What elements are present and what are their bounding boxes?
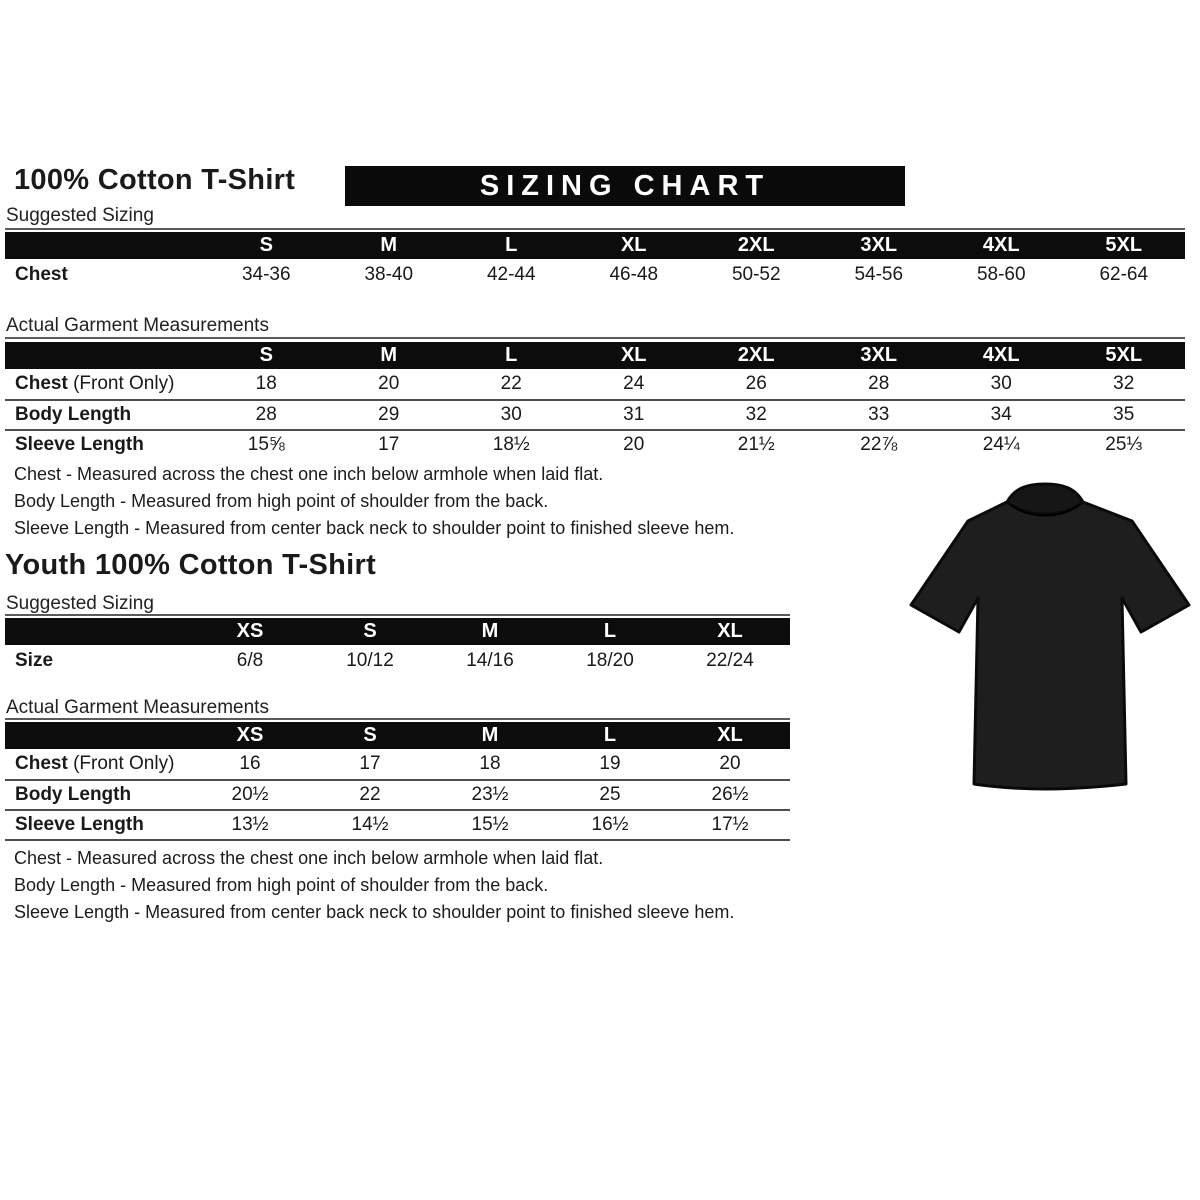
value-cell: 18 — [255, 373, 277, 394]
value-cell: 26 — [745, 373, 767, 394]
row-label: Chest (Front Only) — [15, 373, 175, 394]
value-cell: 16 — [239, 753, 261, 774]
value-cell: 50-52 — [731, 264, 781, 285]
value-cell: 22⅞ — [860, 434, 898, 455]
adult-suggested-sizing-table — [5, 232, 1185, 291]
youth-actual-measurements-label: Actual Garment Measurements — [6, 697, 269, 718]
value-cell: 34-36 — [241, 264, 291, 285]
table-row — [5, 399, 1185, 429]
column-header: S — [259, 234, 273, 256]
column-header: 3XL — [860, 344, 898, 366]
column-header: 4XL — [982, 344, 1020, 366]
row-label: Size — [15, 650, 54, 671]
column-header: L — [603, 620, 617, 642]
column-header: S — [363, 724, 377, 746]
value-cell: 20 — [623, 434, 645, 455]
divider-line — [5, 614, 790, 616]
column-header: L — [505, 234, 518, 256]
adult-actual-measurements-label: Actual Garment Measurements — [6, 315, 269, 336]
table-header-band — [5, 232, 1185, 259]
value-cell: 28 — [255, 404, 277, 425]
value-cell: 31 — [623, 404, 645, 425]
tshirt-image — [895, 478, 1195, 808]
value-cell: 35 — [1113, 404, 1135, 425]
value-cell: 18 — [479, 753, 501, 774]
value-cell: 30 — [990, 373, 1012, 394]
divider-line — [5, 337, 1185, 339]
value-cell: 10/12 — [346, 650, 394, 671]
value-cell: 17 — [378, 434, 400, 455]
value-cell: 17 — [359, 753, 381, 774]
value-cell: 24 — [623, 373, 645, 394]
value-cell: 19 — [599, 753, 621, 774]
table-row — [5, 809, 790, 839]
column-header: S — [259, 344, 273, 366]
note-chest: Chest - Measured across the chest one inch below armhole when laid flat. — [14, 848, 604, 868]
table-row — [5, 645, 790, 677]
column-header: 4XL — [982, 234, 1020, 256]
value-cell: 17½ — [711, 814, 749, 835]
column-header: XS — [236, 620, 264, 642]
value-cell: 30 — [500, 404, 522, 425]
adult-suggested-sizing-label: Suggested Sizing — [6, 205, 154, 226]
column-header: XL — [620, 234, 647, 256]
value-cell: 16½ — [591, 814, 629, 835]
table-header-band — [5, 618, 790, 645]
divider-line — [5, 228, 1185, 230]
value-cell: 42-44 — [486, 264, 536, 285]
value-cell: 22 — [500, 373, 522, 394]
value-cell: 33 — [868, 404, 890, 425]
value-cell: 62-64 — [1099, 264, 1149, 285]
value-cell: 13½ — [231, 814, 269, 835]
column-header: M — [481, 724, 499, 746]
row-label: Body Length — [15, 784, 132, 805]
table-row — [5, 259, 1185, 291]
value-cell: 25⅓ — [1105, 434, 1143, 455]
column-header: XL — [717, 724, 743, 746]
adult-title: 100% Cotton T-Shirt — [14, 164, 296, 196]
sizing-chart-banner: SIZING CHART — [345, 166, 905, 206]
row-label: Body Length — [15, 404, 132, 425]
note-sleeve-length: Sleeve Length - Measured from center back neck to shoulder point to finished sleeve hem. — [14, 902, 735, 922]
value-cell: 21½ — [737, 434, 775, 455]
value-cell: 14/16 — [466, 650, 514, 671]
value-cell: 15⅝ — [247, 434, 285, 455]
table-row — [5, 429, 1185, 459]
column-header: M — [380, 344, 398, 366]
value-cell: 32 — [1113, 373, 1135, 394]
value-cell: 28 — [868, 373, 890, 394]
column-header: 5XL — [1105, 344, 1143, 366]
value-cell: 22 — [359, 784, 381, 805]
adult-measurement-notes — [14, 461, 734, 542]
column-header: XL — [620, 344, 647, 366]
column-header: XL — [717, 620, 743, 642]
table-row — [5, 749, 790, 779]
row-label: Sleeve Length — [15, 814, 144, 835]
table-row — [5, 369, 1185, 399]
value-cell: 20 — [378, 373, 400, 394]
value-cell: 46-48 — [609, 264, 659, 285]
column-header: M — [380, 234, 398, 256]
value-cell: 38-40 — [364, 264, 414, 285]
youth-suggested-sizing-label: Suggested Sizing — [6, 593, 154, 614]
column-header: L — [505, 344, 518, 366]
value-cell: 25 — [599, 784, 621, 805]
value-cell: 14½ — [351, 814, 389, 835]
column-header: L — [603, 724, 617, 746]
adult-actual-measurements-table — [5, 342, 1185, 459]
value-cell: 15½ — [471, 814, 509, 835]
value-cell: 20½ — [231, 784, 269, 805]
column-header: 5XL — [1105, 234, 1143, 256]
row-label: Chest — [15, 264, 68, 285]
table-row — [5, 779, 790, 809]
youth-suggested-sizing-table — [5, 618, 790, 677]
column-header: 3XL — [860, 234, 898, 256]
youth-measurement-notes — [14, 845, 734, 926]
value-cell: 6/8 — [236, 650, 264, 671]
divider-line — [5, 718, 790, 720]
value-cell: 54-56 — [854, 264, 904, 285]
value-cell: 34 — [990, 404, 1012, 425]
column-header: XS — [236, 724, 264, 746]
note-body-length: Body Length - Measured from high point of shoulder from the back. — [14, 875, 549, 895]
value-cell: 22/24 — [706, 650, 754, 671]
tshirt-icon — [895, 478, 1195, 808]
note-sleeve-length: Sleeve Length - Measured from center back neck to shoulder point to finished sleeve hem. — [14, 518, 735, 538]
column-header: S — [363, 620, 377, 642]
value-cell: 23½ — [471, 784, 509, 805]
column-header: M — [481, 620, 499, 642]
table-header-band — [5, 342, 1185, 369]
row-label: Sleeve Length — [15, 434, 144, 455]
value-cell: 32 — [745, 404, 767, 425]
value-cell: 18/20 — [586, 650, 634, 671]
column-header: 2XL — [737, 234, 775, 256]
note-body-length: Body Length - Measured from high point of shoulder from the back. — [14, 491, 549, 511]
column-header: 2XL — [737, 344, 775, 366]
youth-title: Youth 100% Cotton T-Shirt — [5, 549, 377, 581]
value-cell: 18½ — [492, 434, 530, 455]
value-cell: 26½ — [711, 784, 749, 805]
value-cell: 24¼ — [982, 434, 1020, 455]
note-chest: Chest - Measured across the chest one inch below armhole when laid flat. — [14, 464, 604, 484]
youth-actual-measurements-table — [5, 722, 790, 841]
row-label: Chest (Front Only) — [15, 753, 175, 774]
value-cell: 58-60 — [976, 264, 1026, 285]
value-cell: 29 — [378, 404, 400, 425]
table-header-band — [5, 722, 790, 749]
value-cell: 20 — [719, 753, 741, 774]
